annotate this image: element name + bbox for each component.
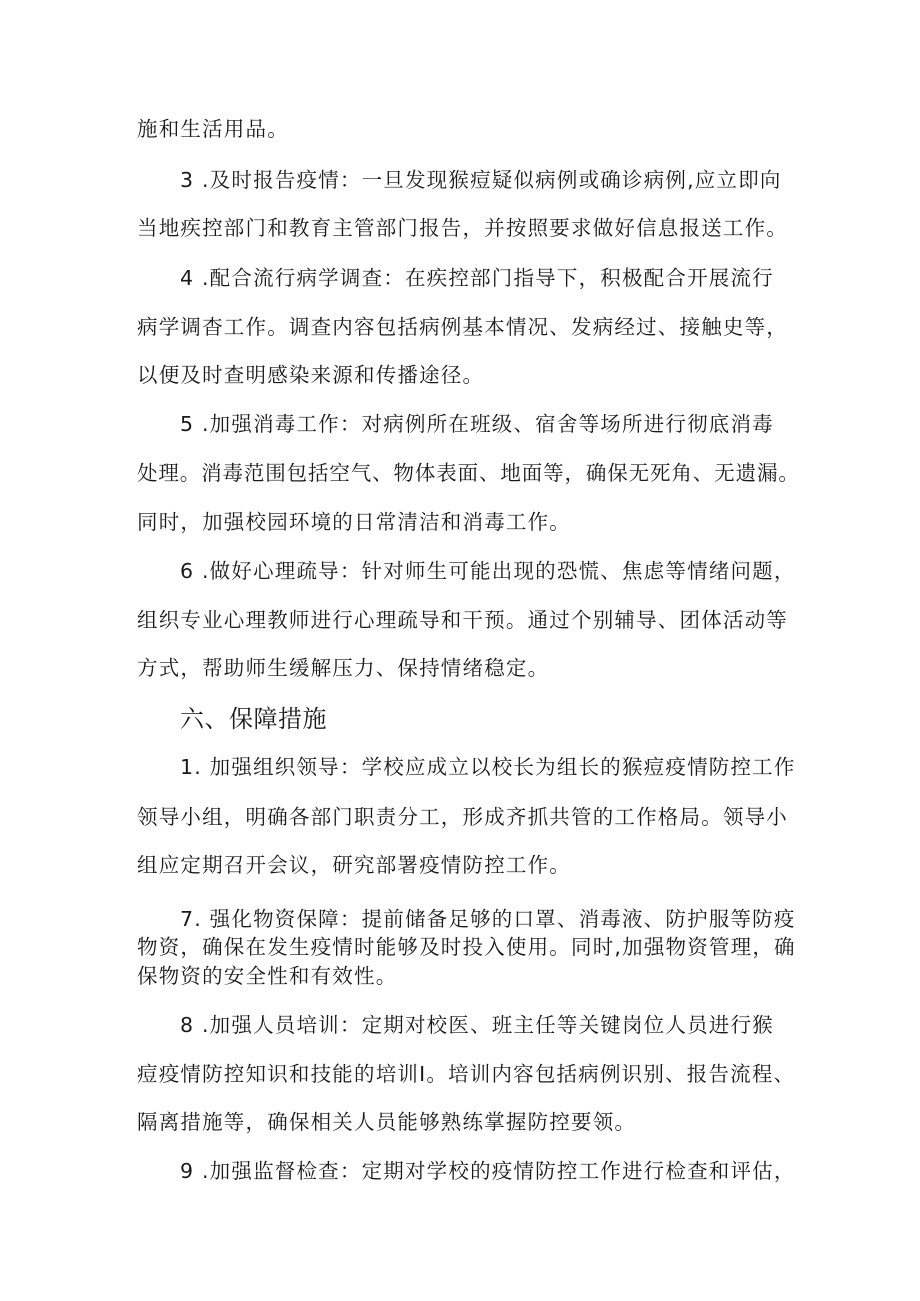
text-line: 处理。消毒范围包括空气、物体表面、地面等，确保无死角、无遗漏。 [137,461,800,485]
text-line: 痘疫情防控知识和技能的培训I。培训内容包括病例识别、报告流程、 [137,1062,796,1086]
text-line: 病学调杳工作。调查内容包括病例基本情况、发病经过、接触史等， [137,315,788,339]
text-line: 隔离措施等，确保相关人员能够熟练掌握防控要领。 [137,1110,637,1134]
text-line: 9 .加强监督检查：定期对学校的疫情防控工作进行检查和评估， [180,1159,796,1183]
text-line: 同时，加强校园环境的日常清洁和消毒工作。 [137,510,571,534]
text-line: 方式，帮助师生缓解压力、保持情绪稳定。 [137,656,550,680]
text-line: 当地疾控部门和教育主管部门报告，并按照要求做好信息报送工作。 [137,216,788,240]
text-line: 3 .及时报告疫情：一旦发现猴痘疑似病例或确诊病例,应立即向 [180,168,782,192]
text-line: 5 .加强消毒工作：对病例所在班级、宿舍等场所进行彻底消毒 [180,412,774,436]
text-line: 施和生活用品。 [137,117,289,141]
text-line: 8 .加强人员培训：定期对校医、班主任等关键岗位人员进行猴 [180,1013,774,1037]
section-heading: 六、保障措施 [180,705,327,733]
text-line: 组织专业心理教师进行心理疏导和干预。通过个别辅导、团体活动等 [137,608,788,632]
text-line: 以便及时查明感染来源和传播途径。 [137,363,485,387]
text-line: 7. 强化物资保障：提前储备足够的口罩、消毒液、防护服等防疫 [180,907,796,931]
text-line: 1. 加强组织领导：学校应成立以校长为组长的猴痘疫情防控工作 [180,755,796,779]
text-line: 领导小组，明确各部门职责分工，形成齐抓共管的工作格局。领导小 [137,805,788,829]
text-line: 保物资的安全性和有效性。 [137,964,398,988]
text-line: 物资，确保在发生疫情时能够及时投入使用。同时,加强物资管理，确 [137,935,796,959]
text-line: 组应定期召开会议，研究部署疫情防控工作。 [137,853,571,877]
text-line: 6 .做好心理疏导：针对师生可能出现的恐慌、焦虑等情绪问题， [180,559,796,583]
text-line: 4 .配合流行病学调查：在疾控部门指导下，积极配合开展流行 [180,266,774,290]
